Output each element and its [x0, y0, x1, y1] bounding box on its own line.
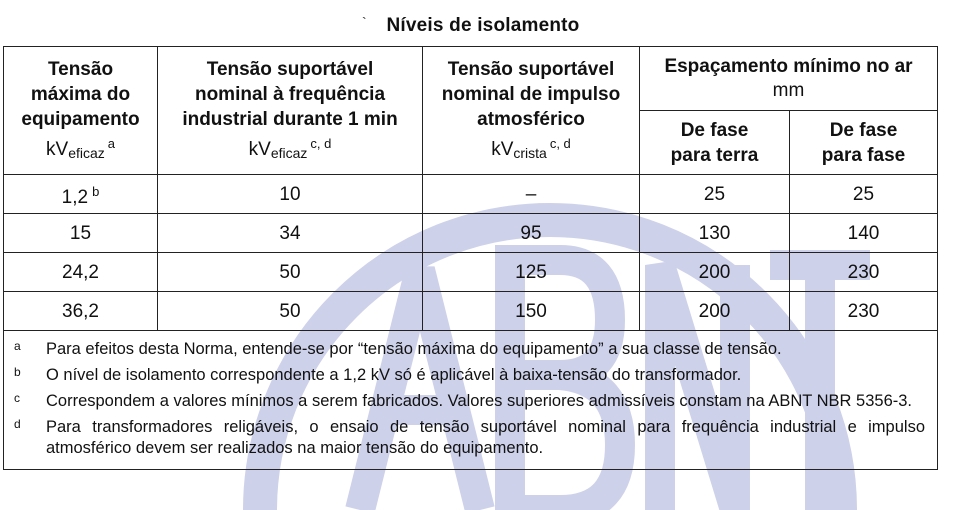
- note-text: Para transformadores religáveis, o ensaio de tensão suportável nominal para frequência industrial e impulso atmosférico devem ser realizados na maior tensão do equipamento.: [46, 418, 925, 457]
- cell-impulse: –: [423, 175, 640, 214]
- cell-phase-ground: 200: [640, 253, 790, 292]
- note-text: Correspondem a valores mínimos a serem fabricados. Valores superiores admissíveis constam na ABNT NBR 5356-3.: [46, 392, 913, 410]
- cell-impulse: 95: [423, 214, 640, 253]
- header-power-frequency-withstand: Tensão suportável nominal à frequência industrial durante 1 min $kV_{eficaz}^{c, d}$: [158, 47, 423, 175]
- stray-mark: `: [362, 14, 367, 30]
- cell-max-voltage: 36,2: [4, 292, 158, 331]
- cell-freq: 10: [158, 175, 423, 214]
- note-item: [14, 339, 925, 360]
- table-row: [4, 292, 938, 331]
- cell-phase-phase: 230: [790, 253, 938, 292]
- unit-mm: mm: [772, 80, 805, 101]
- cell-max-voltage: 24,2: [4, 253, 158, 292]
- note-label: d: [14, 417, 21, 431]
- note-label: a: [14, 339, 21, 353]
- header-lightning-impulse-withstand: Tensão suportável nominal de impulso atmosférico $kV_{crista}^{c, d}$: [423, 47, 640, 175]
- note-label: c: [14, 391, 20, 405]
- insulation-levels-table: [3, 46, 938, 470]
- note-text: Para efeitos desta Norma, entende-se por “tensão máxima do equipamento” a sua classe de tensão.: [46, 340, 782, 358]
- header-max-voltage: Tensão máxima do equipamento $kV_{eficaz}^a$: [4, 47, 158, 175]
- note-item: [14, 365, 925, 386]
- cell-freq: 34: [158, 214, 423, 253]
- cell-phase-ground: 25: [640, 175, 790, 214]
- note-item: [14, 417, 925, 459]
- table-notes: [4, 331, 938, 470]
- table-row: [4, 253, 938, 292]
- unit-kv-eficaz: $kV_{eficaz}^{c, d}$: [248, 135, 332, 161]
- cell-phase-phase: 230: [790, 292, 938, 331]
- cell-phase-phase: 140: [790, 214, 938, 253]
- table-row: [4, 214, 938, 253]
- note-text: O nível de isolamento correspondente a 1,2 kV só é aplicável à baixa-tensão do transformador.: [46, 366, 742, 384]
- cell-phase-ground: 200: [640, 292, 790, 331]
- cell-phase-phase: 25: [790, 175, 938, 214]
- cell-phase-ground: 130: [640, 214, 790, 253]
- cell-freq: 50: [158, 292, 423, 331]
- header-min-air-clearance: Espaçamento mínimo no ar mm: [640, 47, 938, 111]
- unit-kv-crista: $kV_{crista}^{c, d}$: [491, 135, 571, 161]
- table-title: Níveis de isolamento: [386, 15, 580, 36]
- unit-kv-eficaz: $kV_{eficaz}^a$: [46, 135, 115, 161]
- header-phase-to-phase: De fase para fase: [790, 111, 938, 175]
- table-row: [4, 175, 938, 214]
- header-phase-to-ground: De fase para terra: [640, 111, 790, 175]
- cell-freq: 50: [158, 253, 423, 292]
- note-item: [14, 391, 925, 412]
- note-label: b: [14, 365, 21, 379]
- cell-max-voltage: 1,2 $^b$: [4, 175, 158, 214]
- cell-max-voltage: 15: [4, 214, 158, 253]
- cell-impulse: 150: [423, 292, 640, 331]
- cell-impulse: 125: [423, 253, 640, 292]
